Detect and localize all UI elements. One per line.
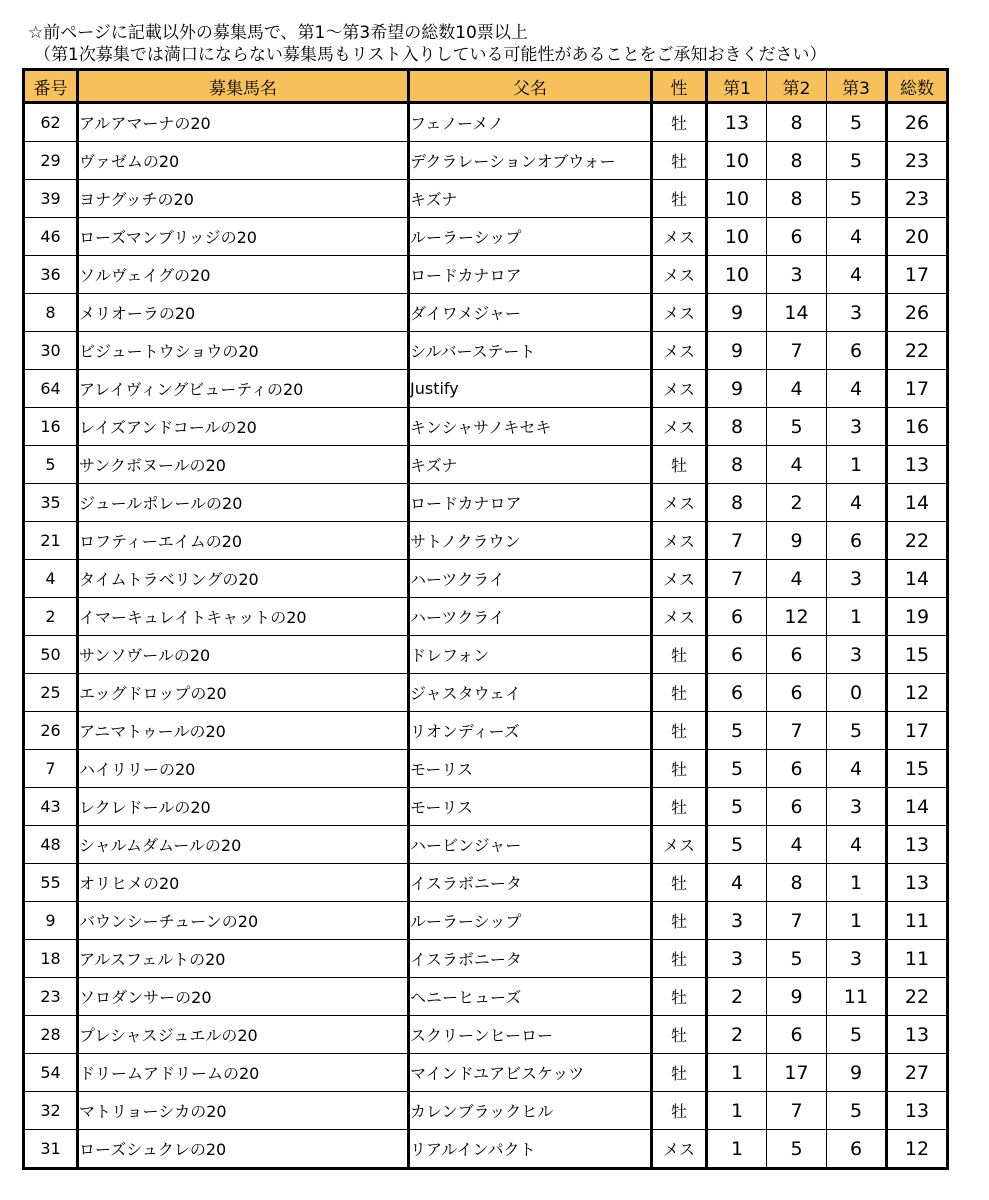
cell-number: 5	[24, 446, 78, 484]
cell-sex: メス	[652, 294, 707, 332]
cell-sex: 牡	[652, 1092, 707, 1130]
cell-total: 26	[887, 103, 948, 142]
cell-second-choice: 9	[767, 978, 827, 1016]
table-row	[24, 294, 948, 332]
cell-number: 23	[24, 978, 78, 1016]
cell-first-choice: 9	[707, 332, 767, 370]
cell-number: 48	[24, 826, 78, 864]
table-row	[24, 750, 948, 788]
cell-total: 19	[887, 598, 948, 636]
cell-horse-name: プレシャスジュエルの20	[78, 1016, 409, 1054]
cell-sex: 牡	[652, 864, 707, 902]
cell-sire-name: モーリス	[409, 750, 652, 788]
cell-sex: 牡	[652, 103, 707, 142]
cell-total: 12	[887, 1130, 948, 1169]
cell-third-choice: 3	[827, 788, 887, 826]
cell-sire-name: シルバーステート	[409, 332, 652, 370]
cell-total: 14	[887, 788, 948, 826]
cell-sex: 牡	[652, 750, 707, 788]
cell-first-choice: 10	[707, 180, 767, 218]
cell-sire-name: キンシャサノキセキ	[409, 408, 652, 446]
cell-sire-name: ロードカナロア	[409, 484, 652, 522]
cell-horse-name: バウンシーチューンの20	[78, 902, 409, 940]
cell-number: 39	[24, 180, 78, 218]
cell-second-choice: 8	[767, 180, 827, 218]
cell-first-choice: 5	[707, 712, 767, 750]
cell-total: 17	[887, 256, 948, 294]
header-number: 番号	[24, 70, 78, 103]
cell-horse-name: ソロダンサーの20	[78, 978, 409, 1016]
table-row	[24, 826, 948, 864]
cell-first-choice: 10	[707, 218, 767, 256]
cell-first-choice: 1	[707, 1092, 767, 1130]
table-row	[24, 902, 948, 940]
cell-total: 22	[887, 978, 948, 1016]
cell-sire-name: スクリーンヒーロー	[409, 1016, 652, 1054]
table-header-row	[24, 70, 948, 103]
cell-number: 32	[24, 1092, 78, 1130]
cell-number: 46	[24, 218, 78, 256]
cell-horse-name: アルスフェルトの20	[78, 940, 409, 978]
cell-number: 25	[24, 674, 78, 712]
cell-first-choice: 6	[707, 636, 767, 674]
cell-sex: メス	[652, 826, 707, 864]
table-row	[24, 256, 948, 294]
cell-sire-name: イスラボニータ	[409, 864, 652, 902]
header-total: 総数	[887, 70, 948, 103]
cell-horse-name: タイムトラベリングの20	[78, 560, 409, 598]
cell-third-choice: 4	[827, 218, 887, 256]
table-row	[24, 1016, 948, 1054]
cell-total: 17	[887, 370, 948, 408]
cell-number: 4	[24, 560, 78, 598]
header-first-choice: 第1	[707, 70, 767, 103]
cell-second-choice: 2	[767, 484, 827, 522]
table-row	[24, 978, 948, 1016]
cell-total: 13	[887, 864, 948, 902]
cell-first-choice: 5	[707, 750, 767, 788]
cell-first-choice: 3	[707, 940, 767, 978]
cell-third-choice: 1	[827, 598, 887, 636]
cell-horse-name: オリヒメの20	[78, 864, 409, 902]
cell-sex: メス	[652, 256, 707, 294]
table-row	[24, 674, 948, 712]
cell-horse-name: ヨナグッチの20	[78, 180, 409, 218]
cell-sex: メス	[652, 598, 707, 636]
cell-sex: メス	[652, 484, 707, 522]
cell-first-choice: 2	[707, 978, 767, 1016]
cell-total: 16	[887, 408, 948, 446]
cell-number: 50	[24, 636, 78, 674]
cell-horse-name: シャルムダムールの20	[78, 826, 409, 864]
cell-third-choice: 5	[827, 712, 887, 750]
cell-sire-name: ルーラーシップ	[409, 902, 652, 940]
cell-horse-name: メリオーラの20	[78, 294, 409, 332]
cell-sex: 牡	[652, 142, 707, 180]
header-sex: 性	[652, 70, 707, 103]
cell-horse-name: ジュールポレールの20	[78, 484, 409, 522]
cell-sex: メス	[652, 560, 707, 598]
cell-sex: 牡	[652, 1016, 707, 1054]
cell-second-choice: 5	[767, 940, 827, 978]
cell-second-choice: 6	[767, 674, 827, 712]
cell-sex: 牡	[652, 674, 707, 712]
cell-second-choice: 4	[767, 370, 827, 408]
cell-first-choice: 6	[707, 598, 767, 636]
cell-total: 23	[887, 180, 948, 218]
cell-sire-name: モーリス	[409, 788, 652, 826]
header-second-choice: 第2	[767, 70, 827, 103]
table-row	[24, 940, 948, 978]
cell-first-choice: 7	[707, 560, 767, 598]
cell-total: 26	[887, 294, 948, 332]
cell-sire-name: ルーラーシップ	[409, 218, 652, 256]
cell-total: 17	[887, 712, 948, 750]
cell-second-choice: 4	[767, 826, 827, 864]
cell-number: 35	[24, 484, 78, 522]
cell-sire-name: ハーツクライ	[409, 560, 652, 598]
cell-number: 64	[24, 370, 78, 408]
cell-number: 21	[24, 522, 78, 560]
cell-horse-name: アレイヴィングビューティの20	[78, 370, 409, 408]
cell-third-choice: 3	[827, 294, 887, 332]
cell-number: 8	[24, 294, 78, 332]
cell-first-choice: 5	[707, 826, 767, 864]
cell-sire-name: ハービンジャー	[409, 826, 652, 864]
cell-number: 16	[24, 408, 78, 446]
cell-third-choice: 6	[827, 1130, 887, 1169]
cell-horse-name: ハイリリーの20	[78, 750, 409, 788]
cell-third-choice: 6	[827, 522, 887, 560]
cell-second-choice: 7	[767, 332, 827, 370]
table-row	[24, 864, 948, 902]
cell-total: 13	[887, 826, 948, 864]
cell-number: 54	[24, 1054, 78, 1092]
cell-number: 7	[24, 750, 78, 788]
note-disclaimer: （第1次募集では満口にならない募集馬もリスト入りしている可能性があることをご承知おきください）	[34, 45, 827, 65]
cell-third-choice: 5	[827, 180, 887, 218]
cell-second-choice: 8	[767, 142, 827, 180]
cell-number: 18	[24, 940, 78, 978]
cell-horse-name: エッグドロップの20	[78, 674, 409, 712]
notes	[28, 22, 968, 66]
cell-sire-name: サトノクラウン	[409, 522, 652, 560]
cell-sex: 牡	[652, 180, 707, 218]
cell-horse-name: ビジュートウショウの20	[78, 332, 409, 370]
table-row	[24, 484, 948, 522]
note-criteria: ☆前ページに記載以外の募集馬で、第1～第3希望の総数10票以上	[28, 23, 528, 43]
cell-total: 13	[887, 446, 948, 484]
table-row	[24, 636, 948, 674]
cell-horse-name: レイズアンドコールの20	[78, 408, 409, 446]
cell-number: 62	[24, 103, 78, 142]
cell-sire-name: ダイワメジャー	[409, 294, 652, 332]
cell-total: 20	[887, 218, 948, 256]
cell-third-choice: 4	[827, 370, 887, 408]
table-body	[24, 103, 948, 1169]
cell-first-choice: 10	[707, 142, 767, 180]
header-sire-name: 父名	[409, 70, 652, 103]
cell-second-choice: 7	[767, 902, 827, 940]
cell-number: 2	[24, 598, 78, 636]
cell-first-choice: 7	[707, 522, 767, 560]
cell-third-choice: 1	[827, 902, 887, 940]
cell-sire-name: ハーツクライ	[409, 598, 652, 636]
cell-horse-name: サンクボヌールの20	[78, 446, 409, 484]
cell-sire-name: ロードカナロア	[409, 256, 652, 294]
cell-sire-name: ヘニーヒューズ	[409, 978, 652, 1016]
table-row	[24, 712, 948, 750]
cell-third-choice: 3	[827, 940, 887, 978]
cell-first-choice: 1	[707, 1054, 767, 1092]
cell-sex: メス	[652, 218, 707, 256]
cell-first-choice: 8	[707, 446, 767, 484]
cell-total: 11	[887, 902, 948, 940]
cell-first-choice: 3	[707, 902, 767, 940]
cell-number: 55	[24, 864, 78, 902]
cell-second-choice: 9	[767, 522, 827, 560]
cell-third-choice: 3	[827, 408, 887, 446]
cell-sex: メス	[652, 522, 707, 560]
cell-third-choice: 5	[827, 1092, 887, 1130]
cell-sire-name: イスラボニータ	[409, 940, 652, 978]
cell-total: 13	[887, 1016, 948, 1054]
table-row	[24, 560, 948, 598]
cell-total: 11	[887, 940, 948, 978]
cell-horse-name: レクレドールの20	[78, 788, 409, 826]
cell-first-choice: 8	[707, 484, 767, 522]
cell-third-choice: 5	[827, 142, 887, 180]
cell-number: 26	[24, 712, 78, 750]
cell-first-choice: 1	[707, 1130, 767, 1169]
cell-third-choice: 4	[827, 484, 887, 522]
cell-sire-name: デクラレーションオブウォー	[409, 142, 652, 180]
cell-sex: メス	[652, 408, 707, 446]
table-row	[24, 1130, 948, 1169]
cell-second-choice: 4	[767, 560, 827, 598]
cell-total: 22	[887, 332, 948, 370]
cell-horse-name: ヴァゼムの20	[78, 142, 409, 180]
cell-second-choice: 14	[767, 294, 827, 332]
cell-second-choice: 6	[767, 788, 827, 826]
cell-sex: 牡	[652, 978, 707, 1016]
cell-sex: 牡	[652, 712, 707, 750]
cell-sire-name: キズナ	[409, 446, 652, 484]
cell-third-choice: 6	[827, 332, 887, 370]
cell-third-choice: 3	[827, 560, 887, 598]
cell-sex: 牡	[652, 788, 707, 826]
cell-first-choice: 10	[707, 256, 767, 294]
cell-third-choice: 3	[827, 636, 887, 674]
cell-horse-name: サンソヴールの20	[78, 636, 409, 674]
table-row	[24, 1054, 948, 1092]
cell-horse-name: ドリームアドリームの20	[78, 1054, 409, 1092]
cell-second-choice: 8	[767, 864, 827, 902]
cell-sex: 牡	[652, 902, 707, 940]
cell-sex: 牡	[652, 940, 707, 978]
cell-second-choice: 7	[767, 712, 827, 750]
cell-sex: 牡	[652, 1054, 707, 1092]
cell-number: 31	[24, 1130, 78, 1169]
cell-number: 43	[24, 788, 78, 826]
header-third-choice: 第3	[827, 70, 887, 103]
cell-sex: メス	[652, 370, 707, 408]
table-row	[24, 522, 948, 560]
cell-sire-name: リオンディーズ	[409, 712, 652, 750]
cell-first-choice: 5	[707, 788, 767, 826]
table-row	[24, 408, 948, 446]
cell-number: 30	[24, 332, 78, 370]
cell-sex: メス	[652, 1130, 707, 1169]
cell-first-choice: 8	[707, 408, 767, 446]
cell-second-choice: 6	[767, 1016, 827, 1054]
cell-first-choice: 6	[707, 674, 767, 712]
cell-third-choice: 9	[827, 1054, 887, 1092]
cell-sire-name: フェノーメノ	[409, 103, 652, 142]
cell-total: 22	[887, 522, 948, 560]
cell-sire-name: カレンブラックヒル	[409, 1092, 652, 1130]
cell-third-choice: 4	[827, 750, 887, 788]
cell-number: 36	[24, 256, 78, 294]
cell-second-choice: 8	[767, 103, 827, 142]
table-row	[24, 446, 948, 484]
cell-sire-name: ジャスタウェイ	[409, 674, 652, 712]
cell-first-choice: 2	[707, 1016, 767, 1054]
table-row	[24, 370, 948, 408]
cell-total: 12	[887, 674, 948, 712]
cell-number: 9	[24, 902, 78, 940]
cell-third-choice: 5	[827, 1016, 887, 1054]
cell-third-choice: 5	[827, 103, 887, 142]
cell-third-choice: 0	[827, 674, 887, 712]
cell-sire-name: キズナ	[409, 180, 652, 218]
table-row	[24, 103, 948, 142]
cell-first-choice: 4	[707, 864, 767, 902]
cell-second-choice: 7	[767, 1092, 827, 1130]
cell-sire-name: Justify	[409, 370, 652, 408]
cell-total: 13	[887, 1092, 948, 1130]
cell-third-choice: 11	[827, 978, 887, 1016]
cell-sire-name: ドレフォン	[409, 636, 652, 674]
cell-first-choice: 9	[707, 370, 767, 408]
cell-horse-name: ローズマンブリッジの20	[78, 218, 409, 256]
cell-third-choice: 4	[827, 826, 887, 864]
cell-second-choice: 6	[767, 750, 827, 788]
table-row	[24, 788, 948, 826]
cell-total: 14	[887, 484, 948, 522]
cell-horse-name: アニマトゥールの20	[78, 712, 409, 750]
cell-total: 15	[887, 636, 948, 674]
table-row	[24, 218, 948, 256]
cell-total: 15	[887, 750, 948, 788]
cell-total: 14	[887, 560, 948, 598]
cell-second-choice: 6	[767, 218, 827, 256]
cell-horse-name: イマーキュレイトキャットの20	[78, 598, 409, 636]
cell-second-choice: 17	[767, 1054, 827, 1092]
cell-second-choice: 4	[767, 446, 827, 484]
cell-second-choice: 5	[767, 1130, 827, 1169]
cell-number: 29	[24, 142, 78, 180]
table-row	[24, 598, 948, 636]
header-horse-name: 募集馬名	[78, 70, 409, 103]
cell-second-choice: 5	[767, 408, 827, 446]
cell-horse-name: ロフティーエイムの20	[78, 522, 409, 560]
cell-third-choice: 1	[827, 446, 887, 484]
cell-second-choice: 6	[767, 636, 827, 674]
cell-sex: メス	[652, 332, 707, 370]
cell-total: 27	[887, 1054, 948, 1092]
cell-horse-name: マトリョーシカの20	[78, 1092, 409, 1130]
cell-sire-name: マインドユアビスケッツ	[409, 1054, 652, 1092]
cell-horse-name: アルアマーナの20	[78, 103, 409, 142]
table-row	[24, 142, 948, 180]
cell-third-choice: 4	[827, 256, 887, 294]
cell-horse-name: ソルヴェイグの20	[78, 256, 409, 294]
cell-number: 28	[24, 1016, 78, 1054]
table-row	[24, 1092, 948, 1130]
horse-vote-table	[22, 68, 949, 1170]
cell-third-choice: 1	[827, 864, 887, 902]
cell-second-choice: 3	[767, 256, 827, 294]
cell-first-choice: 9	[707, 294, 767, 332]
cell-sex: 牡	[652, 636, 707, 674]
cell-total: 23	[887, 142, 948, 180]
cell-sex: 牡	[652, 446, 707, 484]
cell-sire-name: リアルインパクト	[409, 1130, 652, 1169]
cell-horse-name: ローズシュクレの20	[78, 1130, 409, 1169]
table-row	[24, 180, 948, 218]
table-row	[24, 332, 948, 370]
cell-second-choice: 12	[767, 598, 827, 636]
cell-first-choice: 13	[707, 103, 767, 142]
